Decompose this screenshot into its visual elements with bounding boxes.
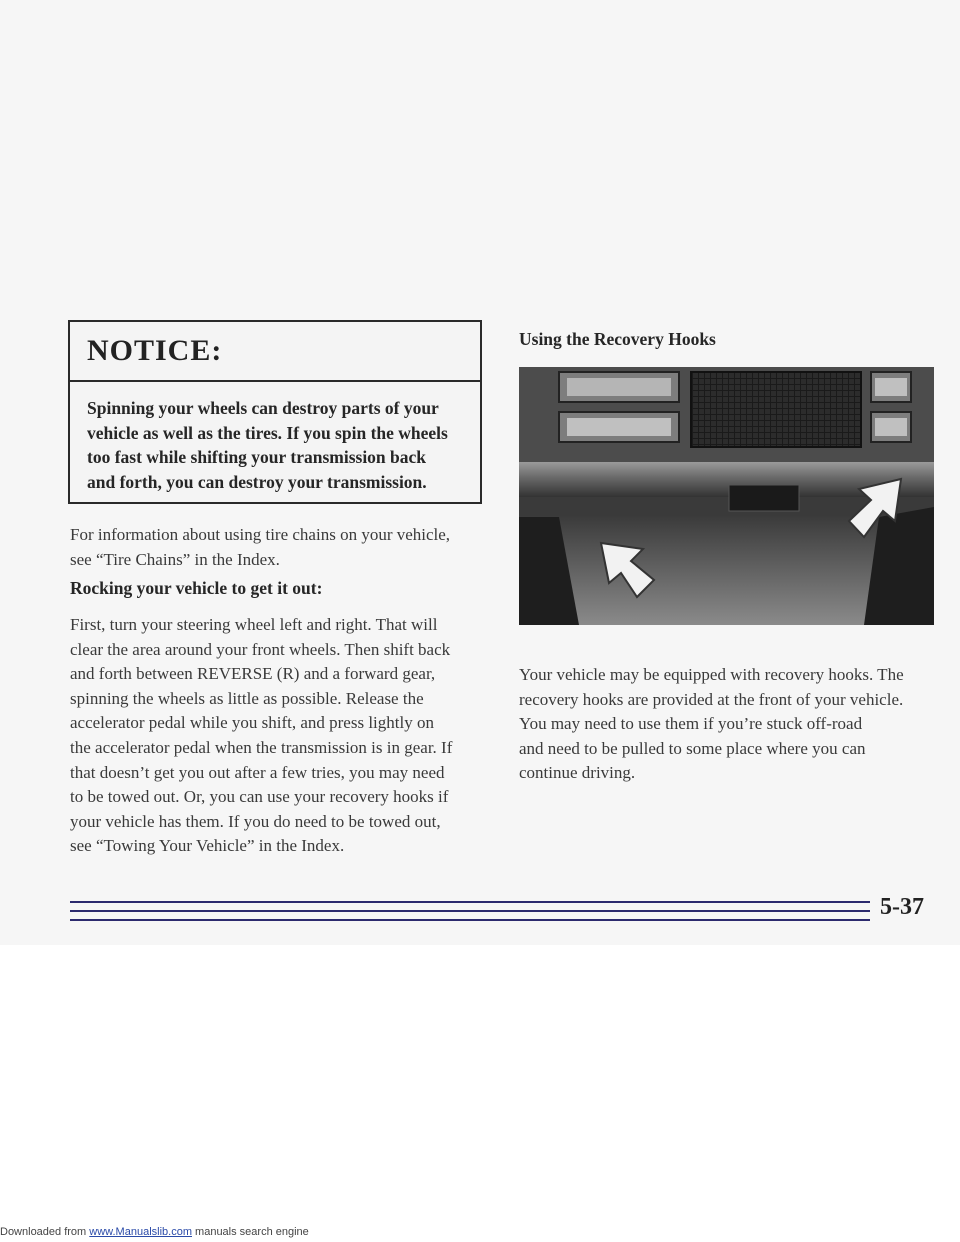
notice-box (68, 320, 482, 504)
footer-rule-bottom (70, 919, 870, 921)
footer-prefix: Downloaded from (0, 1226, 90, 1238)
notice-text (70, 382, 480, 494)
footer-rule-middle (70, 910, 870, 912)
paragraph-line: and forth between REVERSE (R) and a forward gear, (70, 664, 436, 684)
paragraph-line: You may need to use them if you’re stuck off-road (519, 714, 863, 734)
paragraph-line: and need to be pulled to some place where you can (519, 738, 866, 758)
paragraph-line: accelerator pedal while you shift, and press lightly on (70, 713, 434, 733)
recovery-hooks-paragraph (519, 663, 904, 786)
paragraph-line: see “Towing Your Vehicle” in the Index. (70, 836, 345, 856)
notice-line: and forth, you can destroy your transmission. (87, 471, 427, 492)
paragraph-line: First, turn your steering wheel left and right. That will (70, 615, 438, 634)
notice-line: Spinning your wheels can destroy parts of your (87, 398, 439, 418)
page-number: 5-37 (880, 894, 924, 920)
paragraph-line: recovery hooks are provided at the front of your vehicle. (519, 689, 904, 709)
rocking-paragraph (70, 613, 452, 859)
download-footer (0, 1226, 309, 1238)
paragraph-line: Your vehicle may be equipped with recovery hooks. The (519, 665, 904, 684)
paragraph-line: your vehicle has them. If you do need to be towed out, (70, 811, 441, 831)
tire-chains-paragraph (70, 523, 450, 572)
paragraph-line: the accelerator pedal when the transmission is in gear. If (70, 737, 453, 757)
paragraph-line: clear the area around your front wheels. Then shift back (70, 639, 451, 659)
paragraph-line: continue driving. (519, 763, 636, 783)
truck-front-illustration (519, 367, 934, 625)
notice-line: vehicle as well as the tires. If you spin the wheels (87, 422, 448, 443)
footer-rule-top (70, 901, 870, 903)
paragraph-line: For information about using tire chains on your vehicle, (70, 525, 451, 544)
recovery-hooks-heading: Using the Recovery Hooks (519, 329, 716, 349)
manualslib-link[interactable]: www.Manualslib.com (89, 1226, 192, 1238)
footer-suffix: manuals search engine (191, 1226, 309, 1238)
paragraph-line: spinning the wheels as little as possible. Release the (70, 688, 424, 708)
notice-title: NOTICE: (70, 322, 480, 382)
recovery-hooks-photo (519, 367, 934, 625)
paragraph-line: that doesn’t get you out after a few tries, you may need (70, 762, 445, 782)
paragraph-line: see “Tire Chains” in the Index. (70, 549, 280, 569)
notice-line: too fast while shifting your transmission back (87, 447, 427, 467)
paragraph-line: to be towed out. Or, you can use your recovery hooks if (70, 787, 449, 807)
rocking-heading: Rocking your vehicle to get it out: (70, 578, 323, 598)
